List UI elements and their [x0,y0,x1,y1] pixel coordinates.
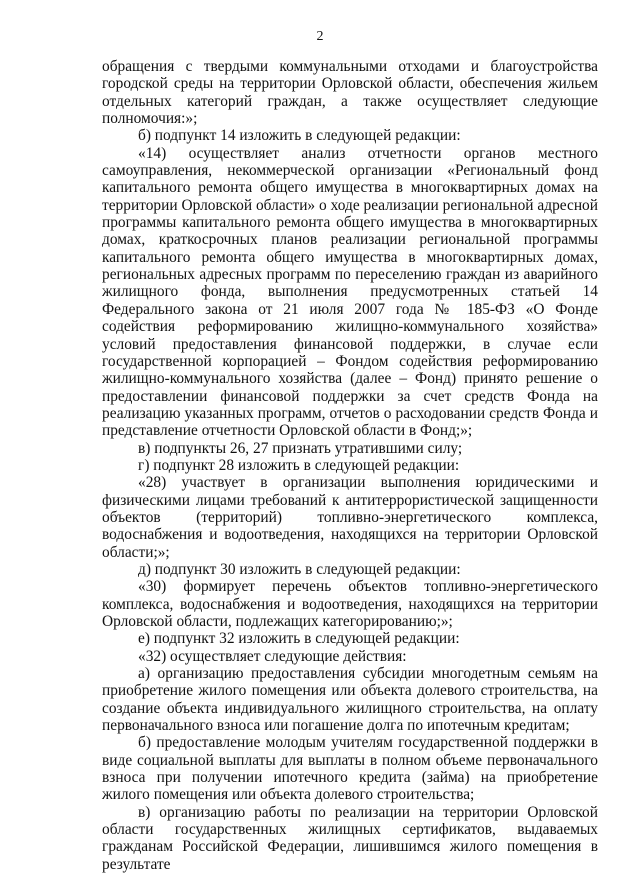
paragraph-subitem-v: в) подпункты 26, 27 признать утратившими силу; [138,439,463,457]
paragraph-item-32: «32) осуществляет следующие действия: [138,647,407,665]
paragraph-item-32-a: а) организацию предоставления субсидии многодетным семьям на приобретение жилого помещения или объекта долевого строительства, на создание объекта индивидуального жилищного строительства, на оплату первоначального взноса или погашение долга по ипотечным кредитам; [102,665,598,735]
paragraph-item-32-v: в) организацию работы по реализации на территории Орловской области государственных жилищных сертификатов, выдаваемых гражданам Российской Федерации, лишившимся жилого помещения в результате [102,803,598,873]
paragraph-subitem-d: д) подпункт 30 изложить в следующей редакции: [138,560,461,578]
paragraph-subitem-e: е) подпункт 32 изложить в следующей редакции: [138,630,460,648]
paragraph-item-28: «28) участвует в организации выполнения юридическими и физическими лицами требований к антитеррористической защищенности объектов (территорий) топливно-энергетического комплекса, водоснабжения и водоотведения, находящихся на территории Орловской области;»; [102,474,598,561]
paragraph-subitem-b: б) подпункт 14 изложить в следующей редакции: [138,127,461,145]
paragraph-item-30: «30) формирует перечень объектов топливно-энергетического комплекса, водоснабжения и водоотведения, находящихся на территории Орловской области, подлежащих категорированию;»; [102,578,598,630]
paragraph-intro-continuation: обращения с твердыми коммунальными отходами и благоустройства городской среды на территории Орловской области, обеспечения жильем отдельных категорий граждан, а также осуществляет следующие полномочия:»; [102,58,598,128]
paragraph-item-32-b: б) предоставление молодым учителям государственной поддержки в виде социальной выплаты для выплаты в полном объеме первоначального взноса при получении ипотечного кредита (займа) на приобретение жилого помещения или объекта долевого строительства; [102,734,598,804]
document-body [102,58,598,873]
paragraph-item-14: «14) осуществляет анализ отчетности органов местного самоуправления, некоммерческой организации «Региональный фонд капитального ремонта общего имущества в многоквартирных домах на территории Орловской области» о ходе реализации региональной адресной программы капитального ремонта общего имущества в многоквартирных домах, краткосрочных планов реализации региональной программы капитального ремонта общего имущества в многоквартирных домах, региональных адресных программ по переселению граждан из аварийного жилищного фонда, выполнения предусмотренных статьей 14 Федерального закона от 21 июля 2007 года № 185-ФЗ «О Фонде содействия реформированию жилищно-коммунального хозяйства» условий предоставления финансовой поддержки, в случае если государственной корпорацией – Фондом содействия реформированию жилищно-коммунального хозяйства (далее – Фонд) принято решение о предоставлении финансовой поддержки за счет средств Фонда на реализацию указанных программ, отчетов о расходовании средств Фонда и представление отчетности Орловской области в Фонд;»; [102,144,598,440]
paragraph-subitem-g: г) подпункт 28 изложить в следующей редакции: [138,456,460,474]
page-number: 2 [316,29,324,44]
